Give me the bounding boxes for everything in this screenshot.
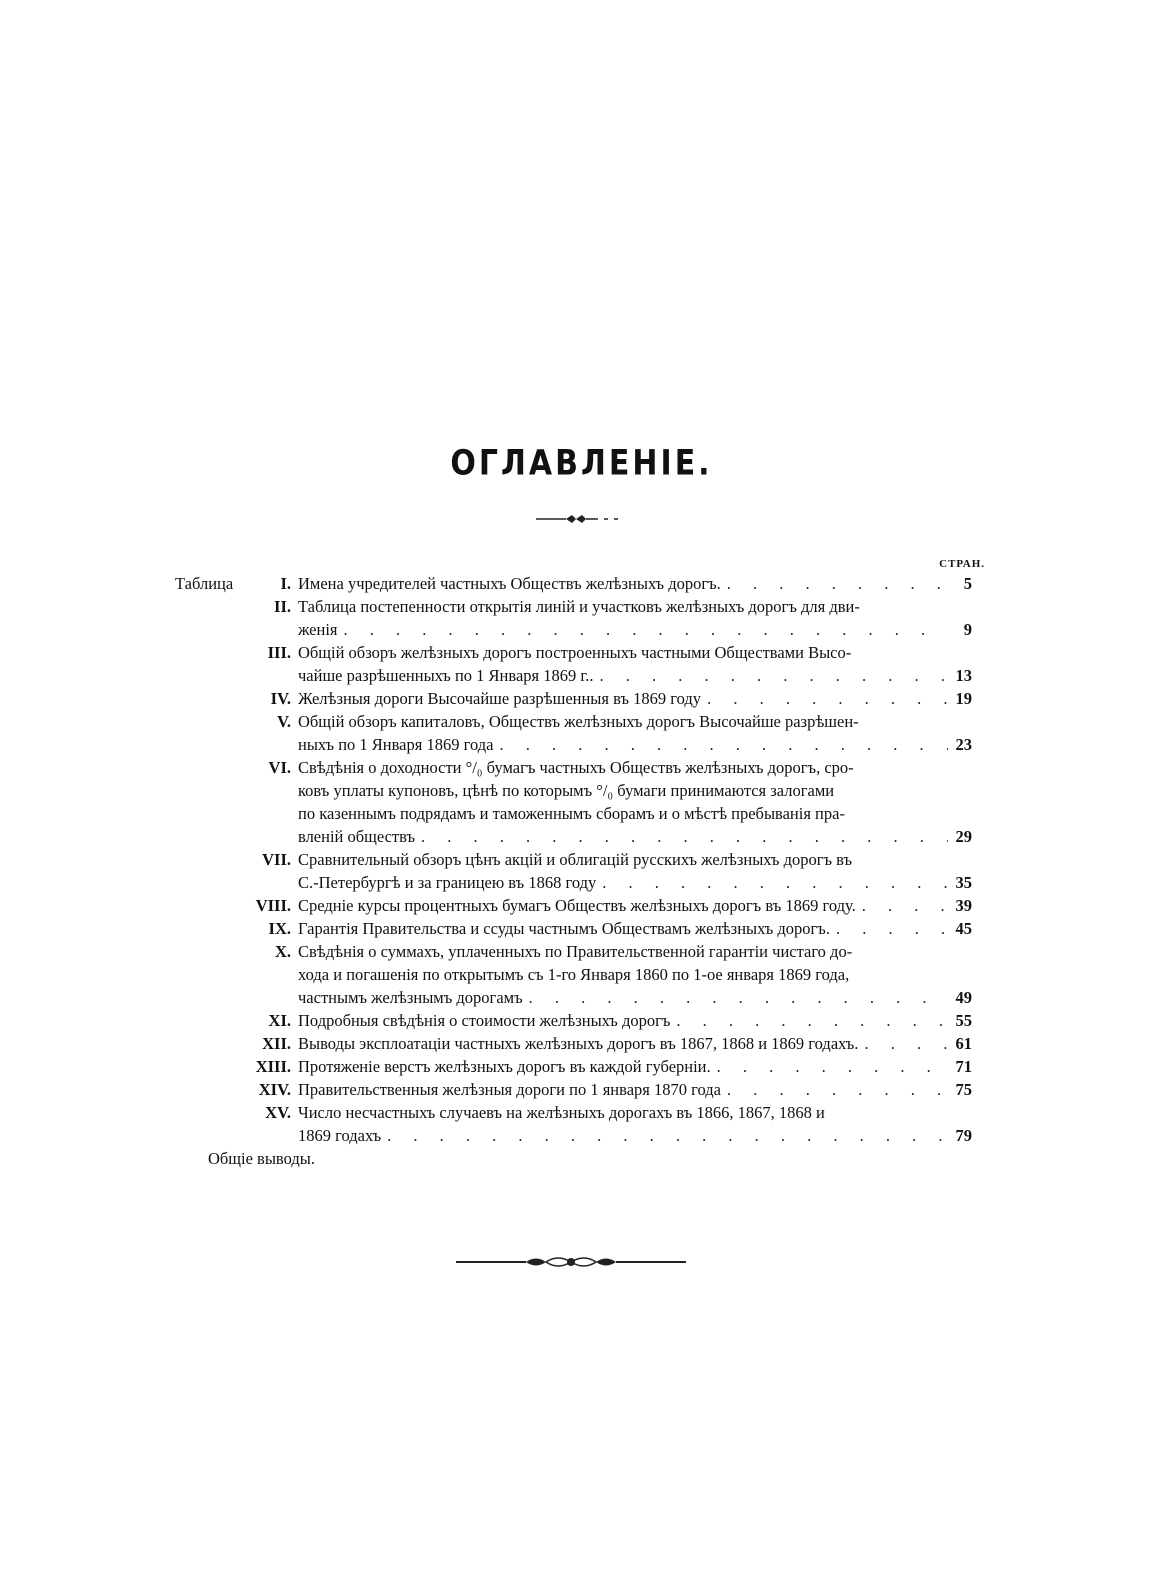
page-title: ОГЛАВЛЕНІЕ. xyxy=(450,443,713,484)
entry-line: Выводы эксплоатаціи частныхъ желѣзныхъ дорогъ въ 1867, 1868 и 1869 годахъ. xyxy=(298,1034,859,1053)
table-numeral: XV. xyxy=(265,1103,291,1122)
entry-text xyxy=(298,917,948,940)
entry-line: Сравнительный обзоръ цѣнъ акцій и облигацій русскихъ желѣзныхъ дорогъ въ xyxy=(298,850,853,869)
table-numeral: III. xyxy=(267,643,291,662)
leader-dots xyxy=(493,733,948,756)
toc-line xyxy=(0,756,1163,779)
toc-line xyxy=(0,572,1163,595)
page-number: 23 xyxy=(955,735,972,754)
toc-line xyxy=(0,595,1163,618)
toc-line xyxy=(0,1032,1163,1055)
table-numeral: XIV. xyxy=(258,1080,291,1099)
page-number: 13 xyxy=(955,666,972,685)
toc-line xyxy=(0,1055,1163,1078)
page-number: 5 xyxy=(963,574,972,593)
table-numeral: I. xyxy=(280,574,291,593)
page-number: 39 xyxy=(955,896,972,915)
entry-text xyxy=(298,825,948,848)
toc-line xyxy=(0,618,1163,641)
leader-dots xyxy=(670,1009,948,1032)
entry-line: ныхъ по 1 Января 1869 года xyxy=(298,735,494,754)
table-numeral: VIII. xyxy=(255,896,291,915)
page-number: 49 xyxy=(955,988,972,1007)
entry-line: вленій обществъ xyxy=(298,827,416,846)
leader-dots xyxy=(381,1124,948,1147)
page-number: 29 xyxy=(955,827,972,846)
entry-line: по казеннымъ подрядамъ и таможеннымъ сборамъ и о мѣстѣ пребыванія пра- xyxy=(298,804,845,823)
tables-label: Таблица xyxy=(175,574,234,593)
entry-line: Гарантія Правительства и ссуды частнымъ Обществамъ желѣзныхъ дорогъ. xyxy=(298,919,830,938)
toc-line xyxy=(0,779,1163,802)
page-number: 79 xyxy=(955,1126,972,1145)
entry-text xyxy=(298,848,948,871)
entry-text xyxy=(298,1055,948,1078)
entry-text xyxy=(298,1032,948,1055)
entry-line: 1869 годахъ xyxy=(298,1126,382,1145)
ornament-tailpiece-icon xyxy=(456,1252,686,1272)
entry-line: Протяженіе верстъ желѣзныхъ дорогъ въ каждой губерніи. xyxy=(298,1057,711,1076)
entry-text xyxy=(298,940,948,963)
leader-dots xyxy=(523,986,948,1009)
page-number: 9 xyxy=(963,620,972,639)
table-numeral: XI. xyxy=(268,1011,291,1030)
toc-line xyxy=(0,710,1163,733)
general-conclusions: Общіе выводы. xyxy=(208,1149,315,1168)
toc-line xyxy=(0,848,1163,871)
entry-text xyxy=(298,986,948,1009)
toc-line xyxy=(0,917,1163,940)
toc-line xyxy=(0,1078,1163,1101)
toc-line xyxy=(0,894,1163,917)
leader-dots xyxy=(338,618,948,641)
entry-text xyxy=(298,756,948,779)
entry-line: Общій обзоръ капиталовъ, Обществъ желѣзныхъ дорогъ Высочайше разрѣшен- xyxy=(298,712,859,731)
toc-line xyxy=(0,802,1163,825)
table-numeral: II. xyxy=(274,597,291,616)
entry-line: Имена учредителей частныхъ Обществъ желѣзныхъ дорогъ. xyxy=(298,574,721,593)
entry-text xyxy=(298,1078,948,1101)
toc-line xyxy=(0,1009,1163,1032)
table-numeral: VI. xyxy=(268,758,291,777)
leader-dots xyxy=(415,825,948,848)
entry-line: Свѣдѣнія о доходности °/₀ бумагъ частныхъ Обществъ желѣзныхъ дорогъ, сро- xyxy=(298,758,854,777)
entry-text xyxy=(298,687,948,710)
table-numeral: XIII. xyxy=(255,1057,291,1076)
toc-line xyxy=(0,871,1163,894)
table-numeral: XII. xyxy=(262,1034,291,1053)
entry-line: Таблица постепенности открытія линій и участковъ желѣзныхъ дорогъ для дви- xyxy=(298,597,860,616)
entry-text xyxy=(298,572,948,595)
table-numeral: IV. xyxy=(270,689,291,708)
table-of-contents xyxy=(0,572,1163,1170)
leader-dots xyxy=(856,894,948,917)
leader-dots xyxy=(830,917,948,940)
entry-text xyxy=(298,733,948,756)
entry-line: Подробныя свѣдѣнія о стоимости желѣзныхъ дорогъ xyxy=(298,1011,671,1030)
entry-text xyxy=(298,894,948,917)
leader-dots xyxy=(711,1055,948,1078)
leader-dots xyxy=(721,1078,948,1101)
leader-dots xyxy=(721,572,948,595)
toc-line xyxy=(0,963,1163,986)
entry-line: Желѣзныя дороги Высочайше разрѣшенныя въ 1869 году xyxy=(298,689,702,708)
entry-line: Средніе курсы процентныхъ бумагъ Обществъ желѣзныхъ дорогъ въ 1869 году. xyxy=(298,896,856,915)
table-numeral: V. xyxy=(277,712,291,731)
toc-line xyxy=(0,986,1163,1009)
entry-text xyxy=(298,1124,948,1147)
entry-line: Число несчастныхъ случаевъ на желѣзныхъ дорогахъ въ 1866, 1867, 1868 и xyxy=(298,1103,825,1122)
entry-text xyxy=(298,641,948,664)
entry-text xyxy=(298,710,948,733)
entry-line: хода и погашенія по открытымъ съ 1-го Января 1860 по 1-ое января 1869 года, xyxy=(298,965,850,984)
entry-line: женія xyxy=(298,620,338,639)
entry-text xyxy=(298,618,948,641)
page-column-header: СТРАН. xyxy=(939,558,985,570)
entry-line: Общій обзоръ желѣзныхъ дорогъ построенныхъ частными Обществами Высо- xyxy=(298,643,852,662)
ornament-divider-icon xyxy=(536,512,624,526)
leader-dots xyxy=(858,1032,948,1055)
entry-text xyxy=(298,963,948,986)
leader-dots xyxy=(701,687,948,710)
entry-text xyxy=(298,802,948,825)
toc-line xyxy=(0,940,1163,963)
page-number: 71 xyxy=(955,1057,972,1076)
entry-line: частнымъ желѣзнымъ дорогамъ xyxy=(298,988,523,1007)
page-number: 45 xyxy=(955,919,972,938)
page-number: 19 xyxy=(955,689,972,708)
toc-line xyxy=(0,825,1163,848)
table-numeral: IX. xyxy=(268,919,291,938)
toc-line xyxy=(0,733,1163,756)
leader-dots xyxy=(596,871,948,894)
toc-line xyxy=(0,664,1163,687)
page-number: 55 xyxy=(955,1011,972,1030)
entry-text xyxy=(298,779,948,802)
entry-text xyxy=(298,1009,948,1032)
entry-text xyxy=(298,1101,948,1124)
page-number: 75 xyxy=(955,1080,972,1099)
toc-line xyxy=(0,1124,1163,1147)
entry-line: Свѣдѣнія о суммахъ, уплаченныхъ по Правительственной гарантіи чистаго до- xyxy=(298,942,853,961)
leader-dots xyxy=(594,664,948,687)
entry-text xyxy=(298,664,948,687)
page-number: 35 xyxy=(955,873,972,892)
table-numeral: X. xyxy=(274,942,291,961)
toc-line xyxy=(0,687,1163,710)
entry-line: С.-Петербургѣ и за границею въ 1868 году xyxy=(298,873,597,892)
entry-line: ковъ уплаты купоновъ, цѣнѣ по которымъ °/₀ бумаги принимаются залогами xyxy=(298,781,835,800)
page-number: 61 xyxy=(955,1034,972,1053)
entry-line: чайше разрѣшенныхъ по 1 Января 1869 г.. xyxy=(298,666,594,685)
toc-line xyxy=(0,641,1163,664)
table-numeral: VII. xyxy=(262,850,291,869)
toc-line xyxy=(0,1147,1163,1170)
entry-text xyxy=(298,595,948,618)
toc-line xyxy=(0,1101,1163,1124)
entry-line: Правительственныя желѣзныя дороги по 1 января 1870 года xyxy=(298,1080,721,1099)
entry-text xyxy=(298,871,948,894)
